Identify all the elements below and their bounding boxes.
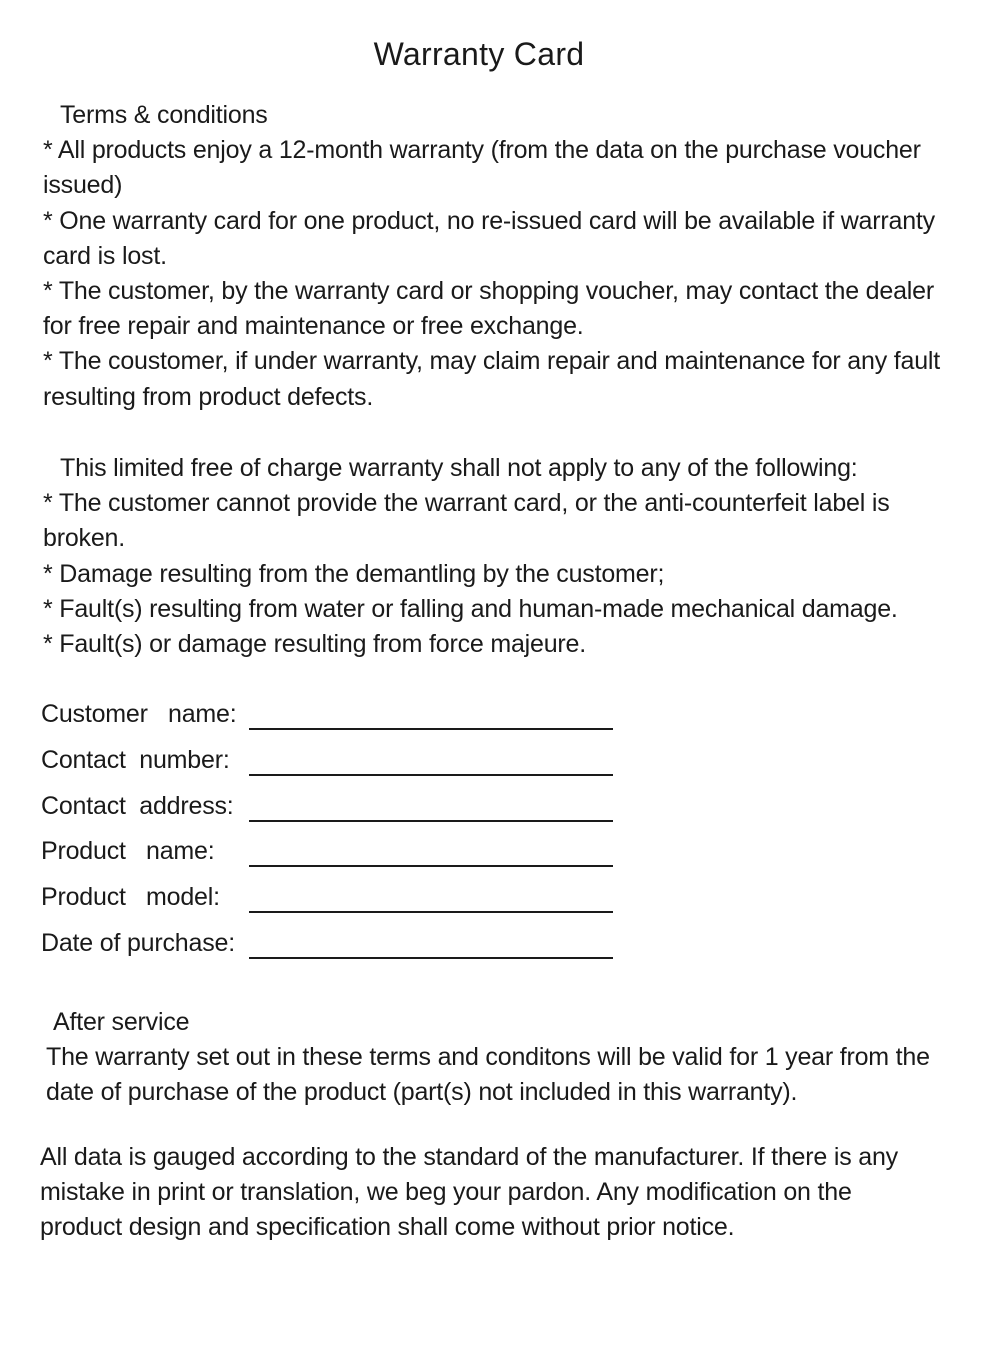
disclaimer-section [40, 1140, 940, 1246]
contact-number-blank [249, 743, 613, 776]
form-row-contact-number [41, 743, 641, 789]
form-row-product-name [41, 834, 641, 880]
terms-item: * All products enjoy a 12-month warranty (from the data on the purchase voucher issued) [43, 136, 921, 200]
exclusion-item: * Fault(s) resulting from water or falling and human-made mechanical damage. [43, 594, 898, 623]
terms-heading: Terms & conditions [60, 101, 268, 129]
product-model-blank [249, 880, 613, 913]
field-label: Date of purchase: [41, 928, 235, 957]
exclusion-item: * The customer cannot provide the warrant card, or the anti-counterfeit label is broken. [43, 489, 890, 553]
terms-item: * The customer, by the warranty card or shopping voucher, may contact the dealer for free repair and maintenance or free exchange. [43, 277, 934, 341]
field-label: Contact number: [41, 745, 230, 774]
customer-name-blank [249, 697, 613, 730]
form-row-product-model [41, 880, 641, 926]
exclusion-item: * Fault(s) or damage resulting from force majeure. [43, 630, 586, 659]
disclaimer-text: All data is gauged according to the standard of the manufacturer. If there is any mistake in print or translation, we beg your pardon. Any modification on the product design and specification shall come without prior notice. [40, 1143, 898, 1242]
terms-item: * One warranty card for one product, no re-issued card will be available if warranty card is lost. [43, 206, 935, 270]
card-title: Warranty Card [373, 36, 585, 72]
exclusions-heading: This limited free of charge warranty shall not apply to any of the following: [60, 454, 858, 482]
terms-item: * The coustomer, if under warranty, may claim repair and maintenance for any fault resulting from product defects. [43, 347, 941, 411]
after-service-heading: After service [53, 1008, 190, 1036]
form-row-customer-name [41, 697, 641, 743]
date-of-purchase-blank [249, 926, 613, 959]
after-service-section [40, 1005, 940, 1111]
after-service-text: The warranty set out in these terms and conditons will be valid for 1 year from the date of purchase of the product (part(s) not included in this warranty). [46, 1043, 930, 1107]
exclusion-item: * Damage resulting from the demantling by the customer; [43, 559, 665, 588]
contact-address-blank [249, 789, 613, 822]
customer-info-form [41, 697, 641, 972]
field-label: Product model: [41, 883, 220, 912]
form-row-contact-address [41, 789, 641, 835]
terms-section [40, 98, 940, 415]
field-label: Contact address: [41, 791, 234, 820]
form-row-date-of-purchase [41, 926, 641, 972]
exclusions-section [40, 451, 940, 662]
field-label: Customer name: [41, 700, 237, 728]
product-name-blank [249, 834, 613, 867]
field-label: Product name: [41, 837, 215, 866]
